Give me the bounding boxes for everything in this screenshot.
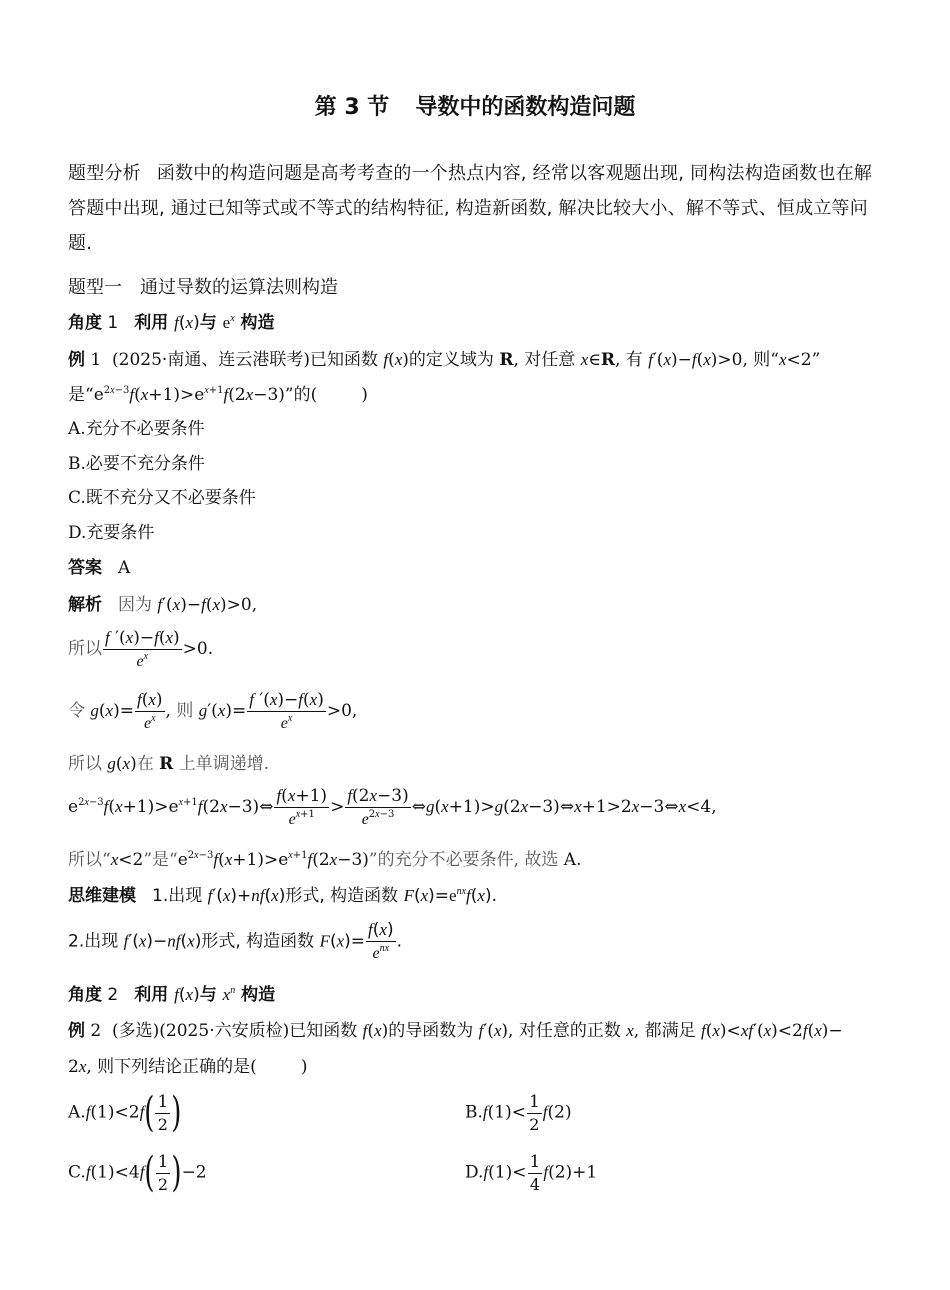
example1-option-a: A.充分不必要条件 [68, 419, 205, 439]
fraction-f-over-enx: $\frac{f(x)}{e^{nx}}$ [368, 920, 394, 962]
fraction-f2x3-over-e2x3: $\frac{f(2x-3)}{e^{2x-3}}$ [347, 786, 409, 828]
example2-stem-line1: 例 2 (多选)(2025·六安质检)已知函数 f(x)的导函数为 f′(x), 对任意的正数 x, 都满足 f(x)<xf′(x)<2f(x)− [68, 1021, 843, 1041]
model-item2: 2.出现 f′(x)−nf(x)形式, 构造函数 F(x)= $\frac{f(x)}{e^{nx}}$ . [68, 920, 402, 962]
analysis-line3: 令 g(x)= $\frac{f(x)}{e^x}$ , 则 g′(x)= $\frac{f '(x)-f(x)}{e^x}$ >0, [68, 690, 358, 732]
section-number: 第 3 节 [314, 95, 390, 120]
angle1-label: 角度 1 [68, 313, 119, 333]
fraction-f-over-ex: $\frac{f(x)}{e^x}$ [136, 690, 163, 732]
example1-option-d: D.充要条件 [68, 523, 155, 543]
example1-stem-line2: 是“$e^{2x-3}f(x+1)>e^{x+1}f(2x-3)$”的( ) [68, 385, 368, 405]
analysis-label: 解析 [68, 595, 102, 615]
example2-option-c: C.f(1)<4f( $\frac{1}{2}$ )−2 [68, 1149, 207, 1197]
angle2-heading: 角度 2 利用 f(x)与 $x^n$ 构造 [68, 985, 276, 1005]
example1-stem-line1: 例 1 (2025·南通、连云港联考)已知函数 f(x)的定义域为 R, 对任意 x∈R, 有 f′(x)−f(x)>0, 则“x<2” [68, 350, 821, 370]
example2-stem-line2: 2x, 则下列结论正确的是( ) [68, 1057, 308, 1077]
example1-option-b: B.必要不充分条件 [68, 454, 205, 474]
angle1-heading: 角度 1 利用 f(x)与 $e^x$ 构造 [68, 313, 275, 333]
analysis-conclusion: 所以“x<2”是“$e^{2x-3}f(x+1)>e^{x+1}f(2x-3)$”的充分不必要条件, 故选 A. [68, 850, 582, 870]
example1-option-c: C.既不充分又不必要条件 [68, 488, 256, 508]
answer-label: 答案 [68, 558, 102, 578]
fraction-fx1-over-ex1: $\frac{f(x+1)}{e^{x+1}}$ [276, 786, 328, 828]
intro-label: 题型分析 [68, 163, 141, 184]
analysis-line4: 所以 g(x)在 R 上单调递增. [68, 754, 270, 774]
example2-option-a: A.f(1)<2f( $\frac{1}{2}$ ) [68, 1089, 182, 1137]
model-item1: 思维建模 1.出现 f′(x)+nf(x)形式, 构造函数 $F(x)=e^{nx}f(x)$. [68, 886, 497, 906]
fraction-fprime-minus-f-over-ex: $\frac{f '(x)-f(x)}{e^x}$ [105, 628, 180, 670]
analysis-line2: 所以 $\frac{f '(x)-f(x)}{e^x}$ >0. [68, 628, 214, 670]
example1-label: 例 [68, 350, 85, 370]
type1-heading: 题型一 通过导数的运算法则构造 [68, 277, 338, 298]
analysis-line1: 解析 因为 f′(x)−f(x)>0, [68, 595, 258, 615]
intro-text: 函数中的构造问题是高考考查的一个热点内容, 经常以客观题出现, 同构法构造函数也在解答题中出现, 通过已知等式或不等式的结构特征, 构造新函数, 解决比较大小、解不等式、恒成立等问题. [68, 163, 873, 254]
answer-value: A [118, 558, 131, 578]
example1-answer [68, 560, 130, 577]
example2-option-d: D.f(1)< $\frac{1}{4}$ f(2)+1 [465, 1152, 598, 1194]
model-label: 思维建模 [68, 886, 136, 906]
analysis-line5: $e^{2x-3}f(x+1)>e^{x+1}f(2x-3)\Leftrightarrow$ $\frac{f(x+1)}{e^{x+1}}$ > $\frac{f(2x-3)}{e^{2x-3}}$ ⇔g(x+1)>g(2x−3)⇔x+1>2x−3⇔x<4, [68, 786, 717, 828]
section-name: 导数中的函数构造问题 [415, 95, 636, 120]
fraction-derivative-g: $\frac{f '(x)-f(x)}{e^x}$ [249, 690, 324, 732]
intro-paragraph [68, 156, 888, 261]
page-title [0, 90, 950, 121]
example2-label: 例 [68, 1021, 85, 1041]
example2-option-b: B.f(1)< $\frac{1}{2}$ f(2) [465, 1092, 572, 1134]
